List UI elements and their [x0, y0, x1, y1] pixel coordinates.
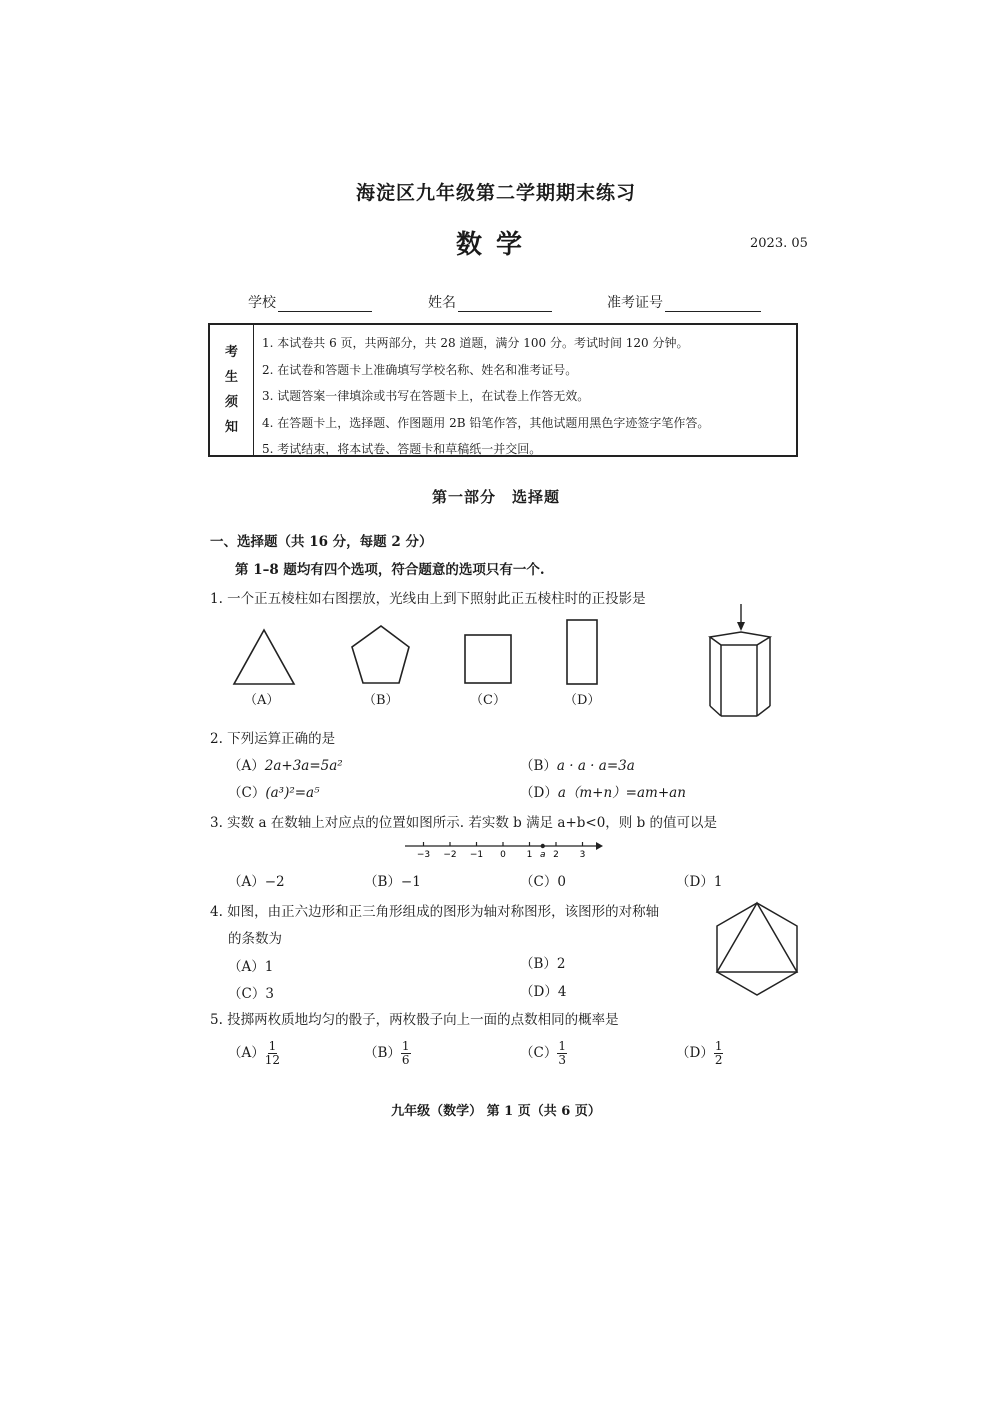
- q5-option-c: [520, 1040, 567, 1067]
- q3-option-d: （D）1: [676, 874, 723, 890]
- q2-option-c-label: （C）: [228, 785, 266, 801]
- number-line-tick-label: −2: [443, 850, 457, 860]
- q2-option-a-expr: 2a+3a=5a²: [264, 758, 343, 774]
- triangle-shape: [717, 903, 797, 972]
- notice-head-char: 知: [224, 420, 238, 435]
- number-line-tick-label: −1: [469, 850, 484, 860]
- name-label: 姓名: [428, 295, 456, 311]
- section-title: 一、选择题（共 16 分，每题 2 分）: [210, 534, 433, 550]
- q5-option-a: [228, 1040, 280, 1067]
- hexagon-shape: [717, 903, 797, 995]
- q4-option-b: （B）2: [520, 956, 566, 972]
- notice-head-char: 生: [224, 370, 238, 385]
- part-title: 第一部分 选择题: [431, 488, 560, 506]
- notice-head-char: 须: [224, 395, 238, 410]
- fraction-denominator: 3: [558, 1053, 566, 1067]
- q5-option-d-fraction: [714, 1040, 724, 1067]
- number-line-tick-label: 1: [526, 850, 533, 860]
- point-a-label: a: [539, 850, 546, 860]
- q3-option-c: （C）0: [520, 874, 566, 890]
- fraction-numerator: 1: [558, 1039, 566, 1053]
- q5-option-d-label: （D）: [676, 1045, 714, 1061]
- question-4-text-cont: 的条数为: [228, 931, 282, 947]
- number-line-tick-label: 3: [579, 850, 586, 860]
- q2-option-c-expr: (a³)²=a⁵: [265, 785, 320, 801]
- notice-item: 2. 在试卷和答题卡上准确填写学校名称、姓名和准考证号。: [262, 362, 578, 377]
- notice-item: 5. 考试结束，将本试卷、答题卡和草稿纸一并交回。: [262, 442, 542, 456]
- q1-label-c: （C）: [470, 693, 506, 708]
- q5-option-b: [364, 1040, 411, 1067]
- q1-label-a: （A）: [244, 693, 280, 708]
- question-5-text: 5. 投掷两枚质地均匀的骰子，两枚骰子向上一面的点数相同的概率是: [210, 1012, 619, 1028]
- q3-option-a: （A）−2: [228, 874, 285, 890]
- q2-option-d-expr: a（m+n）=am+an: [557, 785, 686, 801]
- q1-label-b: （B）: [363, 693, 399, 708]
- q5-option-a-fraction: [265, 1040, 280, 1067]
- number-line-tick-label: 2: [553, 850, 559, 860]
- fraction-numerator: 1: [401, 1039, 410, 1053]
- fraction-denominator: 12: [264, 1053, 281, 1067]
- fraction-numerator: 1: [714, 1039, 723, 1053]
- q1-label-d: （D）: [564, 693, 601, 708]
- exam-title: 海淀区九年级第二学期期末练习: [355, 182, 636, 204]
- q3-option-b: （B）−1: [364, 874, 421, 890]
- q5-option-b-label: （B）: [364, 1045, 401, 1061]
- notice-head-char: 考: [224, 345, 238, 360]
- q4-option-a: （A）1: [228, 959, 274, 975]
- q4-option-c: （C）3: [228, 986, 274, 1002]
- number-line-tick-label: −3: [416, 850, 431, 860]
- q5-option-d: [676, 1040, 723, 1067]
- exam-id-label: 准考证号: [607, 295, 663, 311]
- question-3-text: 3. 实数 a 在数轴上对应点的位置如图所示. 若实数 b 满足 a+b<0，则 b 的值可以是: [210, 815, 718, 831]
- q5-option-c-label: （C）: [520, 1045, 558, 1061]
- q2-option-b-expr: a · a · a=3a: [556, 758, 635, 774]
- q2-option-d-label: （D）: [520, 785, 558, 801]
- q4-option-d: （D）4: [520, 984, 567, 1000]
- fraction-denominator: 2: [714, 1053, 723, 1067]
- question-4-text: 4. 如图，由正六边形和正三角形组成的图形为轴对称图形，该图形的对称轴: [210, 904, 660, 920]
- exam-date: 2023. 05: [750, 236, 808, 251]
- page-footer: 九年级（数学） 第 1 页（共 6 页）: [391, 1104, 601, 1119]
- notice-item: 3. 试题答案一律填涂或书写在答题卡上，在试卷上作答无效。: [262, 389, 590, 403]
- notice-item: 1. 本试卷共 6 页，共两部分，共 28 道题，满分 100 分。考试时间 120 分钟。: [262, 336, 689, 350]
- q2-option-a-label: （A）: [228, 758, 265, 774]
- subject-title: 数学: [455, 230, 536, 260]
- notice-item: 4. 在答题卡上，选择题、作图题用 2B 铅笔作答，其他试题用黑色字迹签字笔作答。: [262, 415, 710, 430]
- school-label: 学校: [248, 295, 276, 311]
- q5-option-a-label: （A）: [228, 1045, 265, 1061]
- q5-option-b-fraction: [401, 1040, 411, 1067]
- q5-option-c-fraction: [557, 1040, 567, 1067]
- question-1-text: 1. 一个正五棱柱如右图摆放，光线由上到下照射此正五棱柱时的正投影是: [210, 591, 646, 607]
- fraction-numerator: 1: [268, 1039, 277, 1053]
- q2-option-b-label: （B）: [520, 758, 557, 774]
- question-2-text: 2. 下列运算正确的是: [210, 731, 336, 747]
- number-line-tick-label: 0: [500, 850, 506, 860]
- fraction-denominator: 6: [401, 1053, 410, 1067]
- section-note: 第 1–8 题均有四个选项，符合题意的选项只有一个.: [235, 562, 545, 578]
